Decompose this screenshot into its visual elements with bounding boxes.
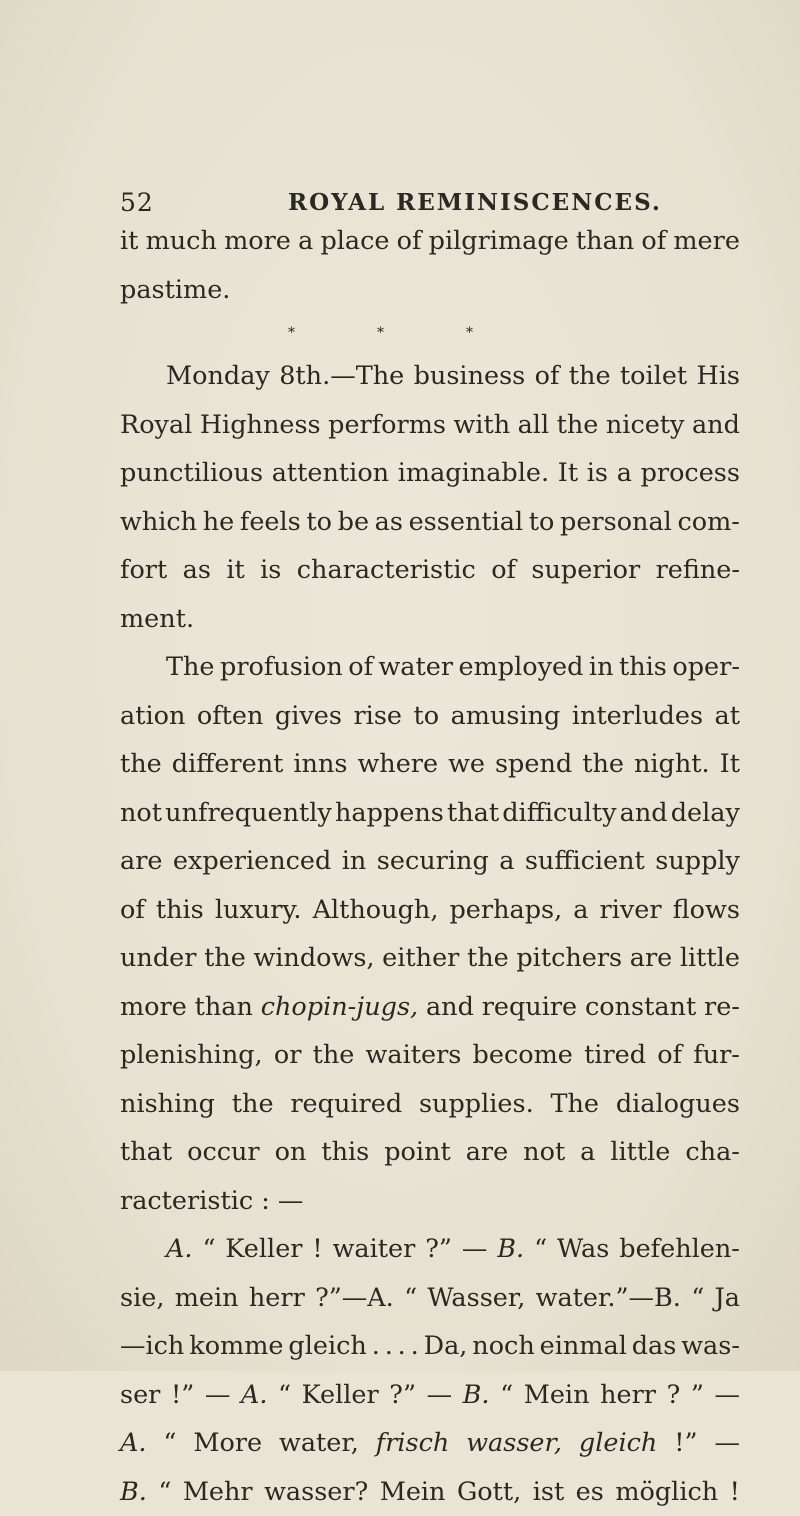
text-line: ser !” — A. “ Keller ?” — B. “ Mein herr ? ” — [120, 1371, 740, 1420]
text-line: nishing the required supplies. The dialogues [120, 1080, 740, 1129]
section-separator [120, 314, 740, 352]
text-line: under the windows, either the pitchers are little [120, 934, 740, 983]
text-line: more than chopin-jugs, and require constant re- [120, 983, 740, 1032]
separator-asterisk: * [377, 314, 384, 352]
text-line: Royal Highness performs with all the nicety and [120, 401, 740, 450]
text-line: racteristic : — [120, 1177, 740, 1226]
text-line: of this luxury. Although, perhaps, a river flows [120, 886, 740, 935]
text-line: B. “ Mehr wasser? Mein Gott, ist es möglich ! [120, 1468, 740, 1516]
text-line: the different inns where we spend the night. It [120, 740, 740, 789]
separator-asterisk: * [466, 314, 473, 352]
text-line: A. “ More water, frisch wasser, gleich !” — [120, 1419, 740, 1468]
text-line: sie, mein herr ?”—A. “ Wasser, water.”—B. “ Ja [120, 1274, 740, 1323]
text-line: pastime. [120, 266, 740, 315]
text-line: it much more a place of pilgrimage than of mere [120, 217, 740, 266]
text-line: Monday 8th.—The business of the toilet His [120, 352, 740, 401]
text-line: ation often gives rise to amusing interludes at [120, 692, 740, 741]
text-line: A. “ Keller ! waiter ?” — B. “ Was befehlen- [120, 1225, 740, 1274]
text-line: The profusion of water employed in this oper- [120, 643, 740, 692]
running-head: ROYAL REMINISCENCES. [288, 189, 662, 216]
page-number: 52 [120, 188, 154, 217]
text-line: not unfrequently happens that difficulty and delay [120, 789, 740, 838]
text-line: punctilious attention imaginable. It is a process [120, 449, 740, 498]
text-line: which he feels to be as essential to personal com- [120, 498, 740, 547]
text-line: ment. [120, 595, 740, 644]
text-line: fort as it is characteristic of superior refine- [120, 546, 740, 595]
text-line: that occur on this point are not a little cha- [120, 1128, 740, 1177]
page-body [120, 217, 740, 1516]
text-line: are experienced in securing a sufficient supply [120, 837, 740, 886]
separator-asterisk: * [288, 314, 295, 352]
text-line: plenishing, or the waiters become tired of fur- [120, 1031, 740, 1080]
text-line: —ich komme gleich . . . . Da, noch einmal das was- [120, 1322, 740, 1371]
